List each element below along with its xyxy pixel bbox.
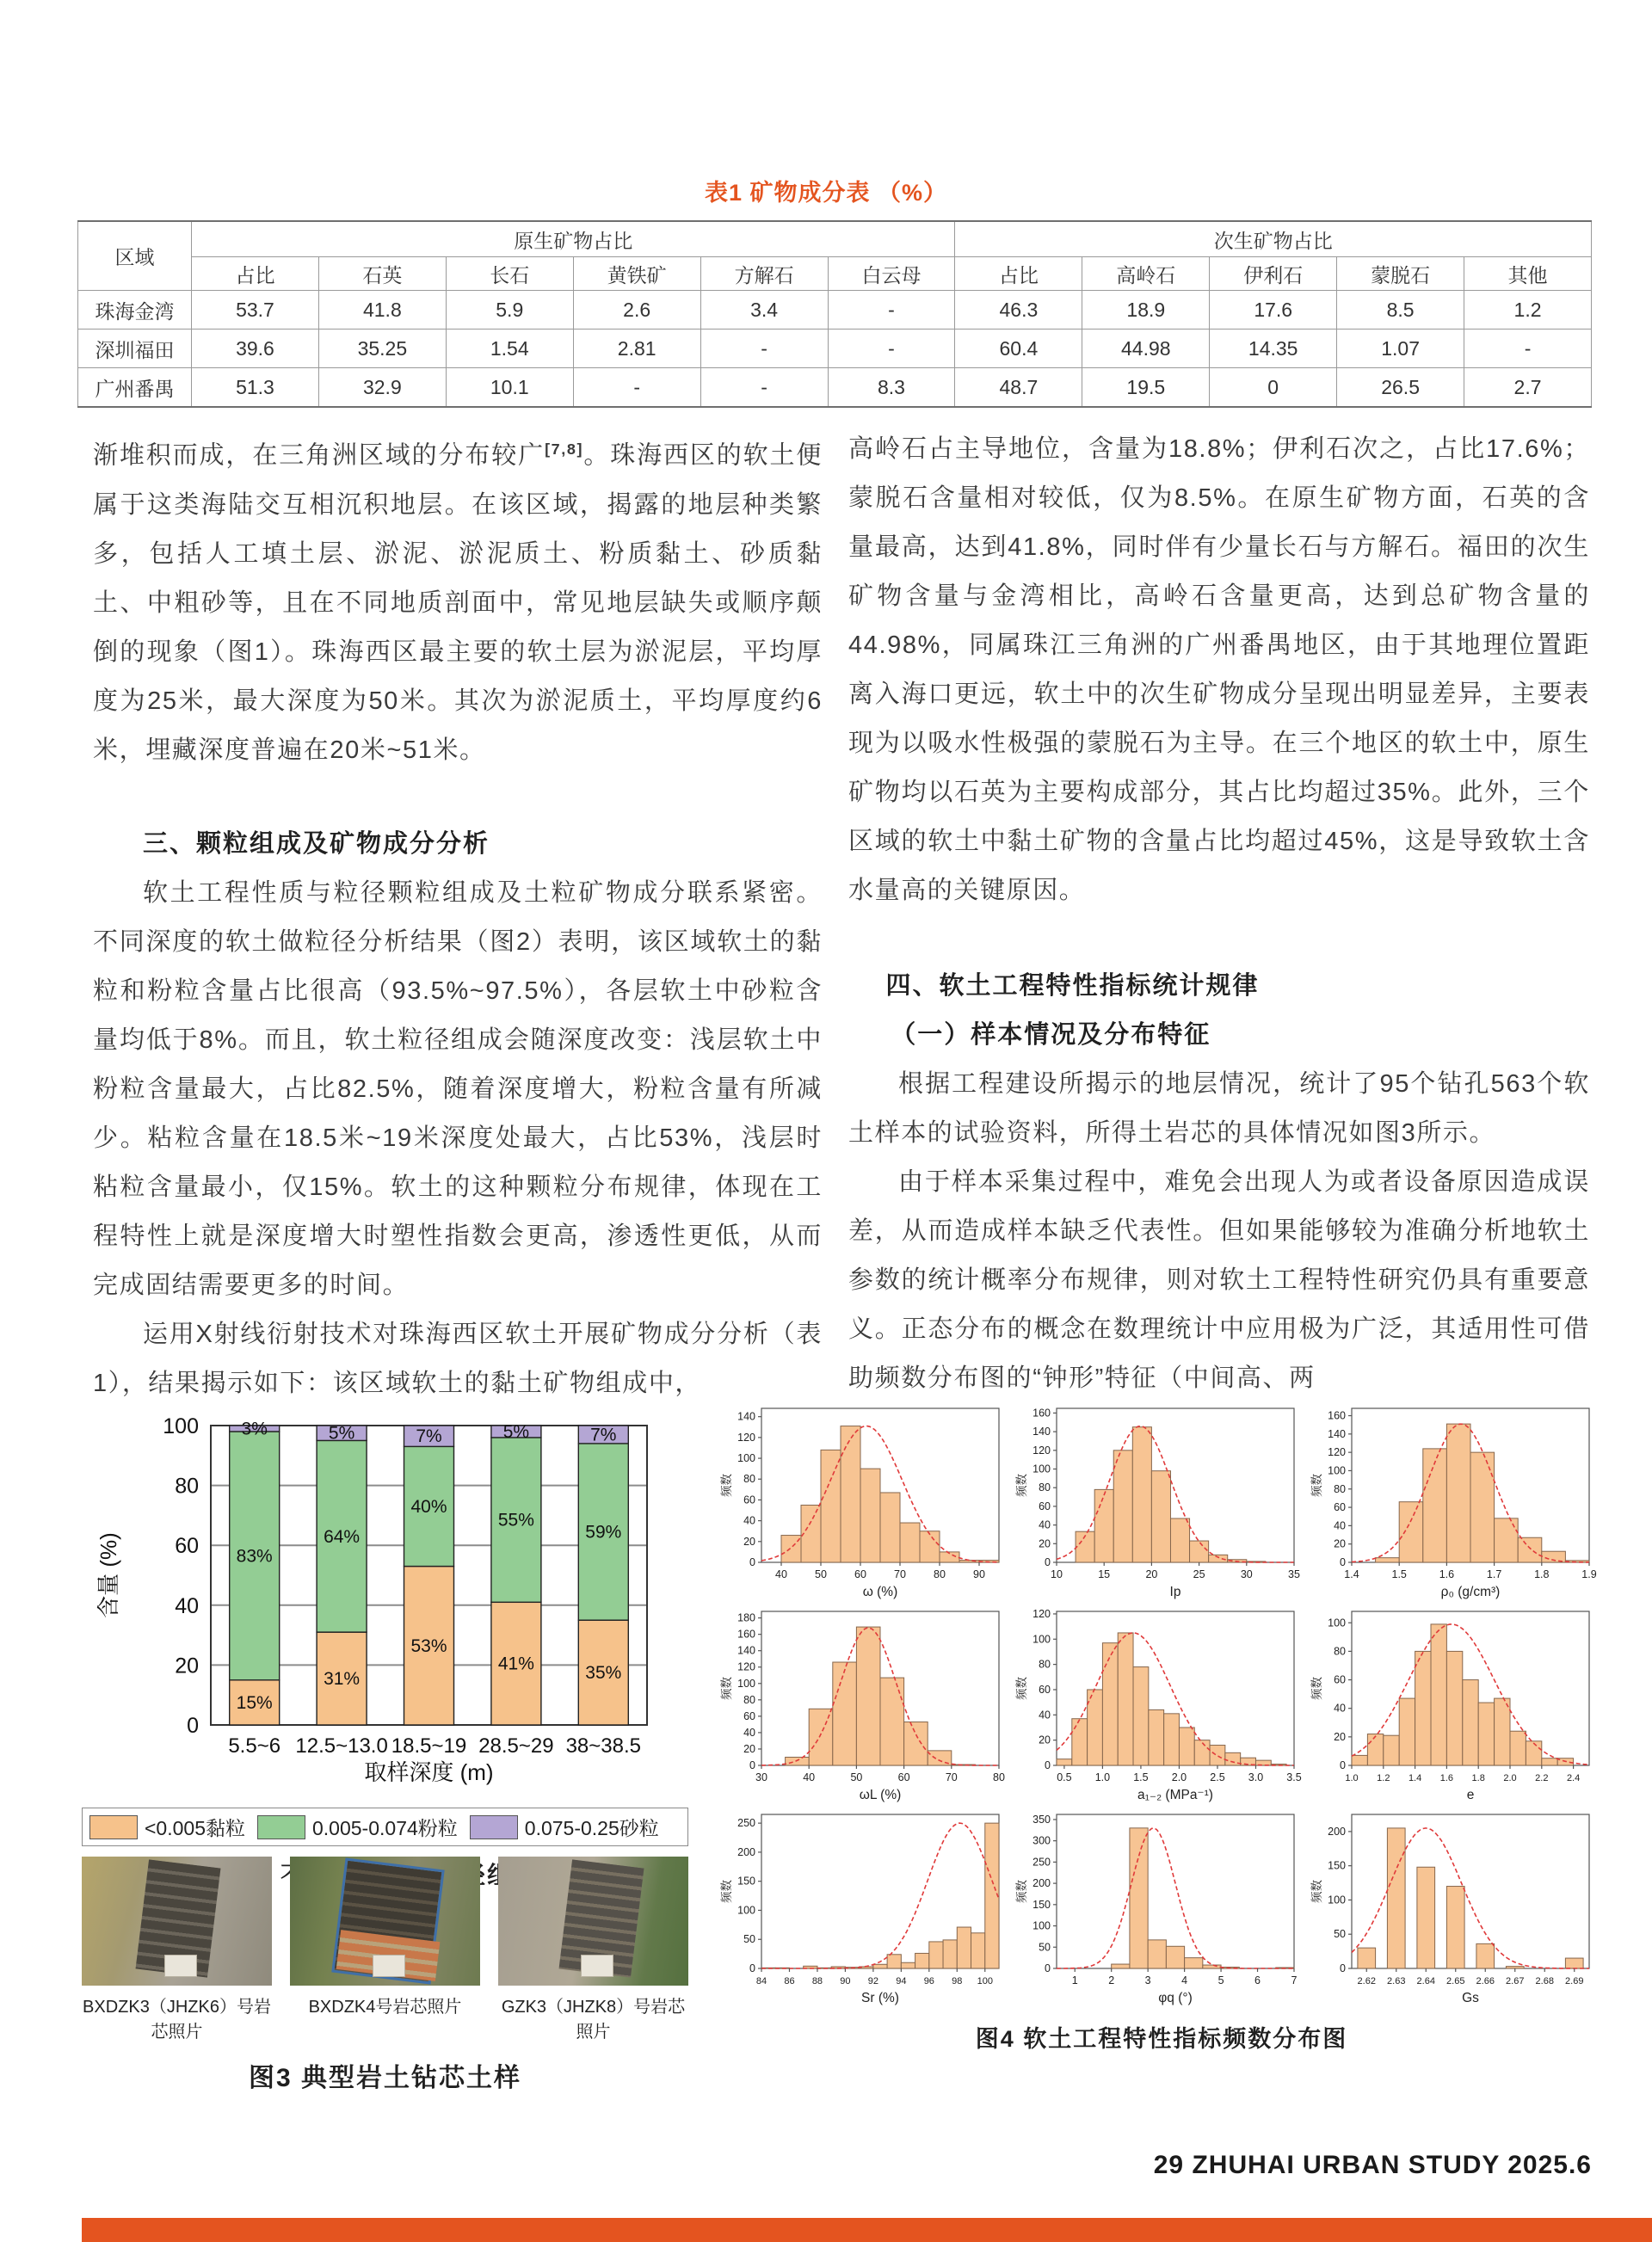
svg-text:40: 40	[743, 1726, 755, 1739]
svg-text:0: 0	[1045, 1962, 1051, 1974]
svg-text:含量 (%): 含量 (%)	[96, 1532, 121, 1618]
legend-label: 0.075-0.25砂粒	[524, 1817, 659, 1839]
svg-text:120: 120	[1032, 1607, 1051, 1620]
svg-text:180: 180	[737, 1611, 755, 1624]
svg-text:60: 60	[1039, 1500, 1051, 1512]
table-region-cell: 广州番禺	[78, 368, 192, 408]
hist-wl	[718, 1604, 1007, 1803]
svg-text:80: 80	[1039, 1658, 1051, 1671]
svg-text:2.0: 2.0	[1171, 1771, 1187, 1783]
hist-rho	[1309, 1401, 1597, 1600]
photo-caption: BXDZK4号岩芯照片	[308, 1998, 462, 2017]
svg-text:频数: 频数	[720, 1677, 733, 1700]
table-cell: 8.5	[1337, 291, 1464, 330]
svg-text:1.0: 1.0	[1094, 1771, 1111, 1783]
fig3-caption: 图3 典型岩土钻芯土样	[248, 2064, 522, 2092]
table1-title: 表1 矿物成分表 （%）	[704, 180, 948, 206]
hist-ip	[1014, 1401, 1302, 1600]
table-subheader: 占比	[955, 257, 1082, 291]
legend-swatch-silt	[257, 1815, 305, 1839]
svg-text:10: 10	[1051, 1568, 1063, 1580]
svg-text:频数: 频数	[720, 1474, 733, 1497]
svg-text:5: 5	[1217, 1974, 1224, 1986]
svg-text:40: 40	[775, 1568, 787, 1580]
table-cell: 2.6	[573, 291, 700, 330]
table-cell: 2.7	[1464, 368, 1592, 408]
svg-text:3: 3	[1144, 1974, 1151, 1986]
table-cell: 19.5	[1082, 368, 1210, 408]
table-cell: 18.9	[1082, 291, 1210, 330]
svg-text:86: 86	[784, 1976, 795, 1986]
table-cell: -	[573, 368, 700, 408]
svg-text:150: 150	[1328, 1859, 1346, 1872]
svg-text:5%: 5%	[502, 1421, 530, 1442]
svg-text:140: 140	[737, 1410, 755, 1423]
svg-text:2.63: 2.63	[1387, 1976, 1406, 1986]
svg-text:7%: 7%	[590, 1425, 617, 1445]
svg-text:140: 140	[1328, 1427, 1346, 1440]
svg-text:250: 250	[1032, 1856, 1051, 1869]
svg-text:100: 100	[1328, 1617, 1346, 1629]
svg-text:2.2: 2.2	[1535, 1773, 1549, 1783]
svg-text:1.8: 1.8	[1534, 1568, 1550, 1580]
svg-text:0.5: 0.5	[1057, 1771, 1072, 1783]
svg-text:100: 100	[737, 1677, 755, 1690]
svg-text:60: 60	[743, 1709, 755, 1722]
legend-label: 0.005-0.074粉粒	[312, 1817, 458, 1839]
svg-text:80: 80	[743, 1473, 755, 1486]
svg-text:120: 120	[737, 1431, 755, 1444]
table-subheader: 蒙脱石	[1337, 257, 1464, 291]
photo-caption: BXDZK3（JHZK6）号岩芯照片	[83, 1998, 271, 2042]
svg-text:30: 30	[1240, 1568, 1253, 1580]
citation-superscript: [7,8]	[545, 440, 584, 458]
svg-text:0: 0	[187, 1714, 199, 1738]
svg-text:Sr (%): Sr (%)	[861, 1991, 899, 2005]
svg-text:20: 20	[743, 1535, 755, 1548]
svg-text:6: 6	[1254, 1974, 1261, 1986]
paragraph-text: 渐堆积而成，在三角洲区域的分布较广	[93, 441, 546, 470]
svg-text:20: 20	[1334, 1730, 1346, 1743]
svg-text:50: 50	[815, 1568, 827, 1580]
table-subheader-row	[78, 257, 1592, 291]
table-cell: -	[828, 330, 955, 368]
svg-text:80: 80	[1334, 1645, 1346, 1658]
table-cell: 1.54	[446, 330, 573, 368]
paragraph: 软土工程性质与粒径颗粒组成及土粒矿物成分联系紧密。不同深度的软土做粒径分析结果（图2）表明，该区域软土的黏粒和粉粒含量占比很高（93.5%~97.5%），各层软土中砂粒含量均低于8%。而且，软土粒径组成会随深度改变：浅层软土中粉粒含量最大，占比82.5%，随着深度增大，粉粒含量有所减少。粘粒含量在18.5米~19米深度处最大，占比53%，浅层时粘粒含量最小，仅15%。软土的这种颗粒分布规律，体现在工程特性上就是深度增大时塑性指数会更高，渗透性更低，从而完成固结需要更多的时间。	[93, 878, 823, 1299]
table-subheader: 石英	[318, 257, 446, 291]
hist-a12	[1014, 1604, 1302, 1803]
table-cell: 8.3	[828, 368, 955, 408]
svg-text:64%: 64%	[324, 1526, 361, 1547]
svg-text:80: 80	[1039, 1481, 1051, 1494]
table-cell: -	[700, 330, 828, 368]
svg-text:1.0: 1.0	[1345, 1773, 1359, 1783]
svg-text:频数: 频数	[1310, 1880, 1323, 1903]
svg-text:60: 60	[1334, 1673, 1346, 1686]
svg-text:1.4: 1.4	[1344, 1568, 1359, 1580]
svg-text:频数: 频数	[1015, 1880, 1028, 1903]
svg-text:40%: 40%	[410, 1496, 447, 1517]
svg-text:e: e	[1466, 1788, 1475, 1802]
svg-text:18.5~19: 18.5~19	[391, 1734, 467, 1758]
svg-text:3%: 3%	[241, 1419, 268, 1439]
svg-text:频数: 频数	[1310, 1474, 1323, 1497]
table-cell: 5.9	[446, 291, 573, 330]
svg-text:12.5~13.0: 12.5~13.0	[295, 1734, 388, 1758]
svg-text:7: 7	[1291, 1974, 1298, 1986]
svg-text:50: 50	[1334, 1928, 1346, 1941]
svg-text:0: 0	[749, 1556, 755, 1568]
table-subheader: 高岭石	[1082, 257, 1210, 291]
svg-text:0: 0	[749, 1962, 755, 1974]
svg-text:160: 160	[1032, 1407, 1051, 1420]
svg-text:2.4: 2.4	[1566, 1773, 1581, 1783]
svg-text:100: 100	[737, 1452, 755, 1465]
table-row	[78, 368, 1592, 408]
core-photo-2	[290, 1857, 480, 1986]
svg-text:100: 100	[1328, 1894, 1346, 1906]
svg-text:0: 0	[1340, 1759, 1346, 1771]
svg-text:5%: 5%	[328, 1423, 355, 1444]
table-cell: 2.81	[573, 330, 700, 368]
svg-text:2: 2	[1108, 1974, 1115, 1986]
svg-text:200: 200	[737, 1845, 755, 1858]
hist-sr	[718, 1807, 1007, 2006]
svg-text:a₁₋₂ (MPa⁻¹): a₁₋₂ (MPa⁻¹)	[1137, 1788, 1213, 1802]
fig4-histogram-grid	[718, 1401, 1605, 2006]
svg-text:250: 250	[737, 1817, 755, 1830]
svg-text:60: 60	[743, 1494, 755, 1506]
svg-text:取样深度 (m): 取样深度 (m)	[364, 1759, 494, 1785]
svg-text:50: 50	[850, 1771, 863, 1783]
svg-text:350: 350	[1032, 1813, 1051, 1826]
svg-text:120: 120	[1328, 1446, 1346, 1459]
section-heading-3: 三、颗粒组成及矿物成分分析	[143, 829, 490, 858]
section-heading-4: 四、软土工程特性指标统计规律	[885, 972, 1260, 1000]
table-header-primary-group: 原生矿物占比	[192, 221, 955, 257]
svg-text:0: 0	[1340, 1556, 1346, 1568]
table-subheader: 长石	[446, 257, 573, 291]
svg-text:φq (°): φq (°)	[1158, 1991, 1193, 2005]
table-cell: 53.7	[192, 291, 319, 330]
paragraph: 由于样本采集过程中，难免会出现人为或者设备原因造成误差，从而造成样本缺乏代表性。但如果能够较为准确分析地软土参数的统计概率分布规律，则对软土工程特性研究仍具有重要意义。正态分布的概念在数理统计中应用极为广泛，其适用性可借助频数分布图的“钟形”特征（中间高、两	[848, 1168, 1590, 1392]
hist-gs	[1309, 1807, 1597, 2006]
mineral-composition-table	[77, 220, 1592, 408]
table-cell: 17.6	[1210, 291, 1337, 330]
svg-text:ωL (%): ωL (%)	[859, 1788, 902, 1802]
svg-text:20: 20	[1145, 1568, 1158, 1580]
svg-text:200: 200	[1328, 1825, 1346, 1838]
svg-text:50: 50	[743, 1933, 755, 1946]
table-cell: 41.8	[318, 291, 446, 330]
table-header-secondary-group: 次生矿物占比	[955, 221, 1592, 257]
photo-captions	[82, 1993, 688, 2042]
svg-text:2.64: 2.64	[1416, 1976, 1435, 1986]
svg-text:频数: 频数	[1310, 1677, 1323, 1700]
legend-item-silt	[257, 1813, 458, 1841]
right-column	[848, 425, 1590, 1403]
svg-text:20: 20	[1334, 1537, 1346, 1550]
svg-text:频数: 频数	[720, 1880, 733, 1903]
hist-phi	[1014, 1807, 1302, 2006]
svg-text:50: 50	[1039, 1941, 1051, 1954]
svg-text:1.4: 1.4	[1408, 1773, 1422, 1783]
svg-text:90: 90	[840, 1976, 851, 1986]
svg-text:2.69: 2.69	[1565, 1976, 1584, 1986]
svg-text:60: 60	[1334, 1501, 1346, 1514]
svg-text:2.62: 2.62	[1357, 1976, 1376, 1986]
svg-text:120: 120	[737, 1660, 755, 1673]
svg-text:1.9: 1.9	[1581, 1568, 1597, 1580]
svg-text:40: 40	[175, 1593, 199, 1618]
fig4-caption: 图4 软土工程特性指标频数分布图	[975, 2026, 1348, 2052]
svg-text:1.8: 1.8	[1471, 1773, 1485, 1783]
photo-caption: GZK3（JHZK8）号岩芯照片	[501, 1998, 686, 2042]
svg-text:3.0: 3.0	[1248, 1771, 1264, 1783]
svg-text:70: 70	[894, 1568, 906, 1580]
svg-text:80: 80	[1334, 1482, 1346, 1495]
fig2-svg	[82, 1415, 688, 1798]
svg-text:40: 40	[1039, 1709, 1051, 1722]
svg-text:Gs: Gs	[1462, 1991, 1479, 2005]
svg-text:28.5~29: 28.5~29	[478, 1734, 554, 1758]
svg-text:100: 100	[1032, 1919, 1051, 1932]
svg-text:0: 0	[1340, 1962, 1346, 1974]
svg-text:15: 15	[1098, 1568, 1111, 1580]
table-subheader: 伊利石	[1210, 257, 1337, 291]
table-cell: 26.5	[1337, 368, 1464, 408]
svg-text:20: 20	[1039, 1734, 1051, 1746]
paragraph	[93, 425, 823, 775]
svg-text:60: 60	[854, 1568, 866, 1580]
table-cell: -	[700, 368, 828, 408]
svg-text:频数: 频数	[1015, 1677, 1028, 1700]
paragraph: 运用X射线衍射技术对珠海西区软土开展矿物成分分析（表1），结果揭示如下：该区域软土的黏土矿物组成中，	[93, 1320, 823, 1397]
svg-text:2.5: 2.5	[1210, 1771, 1225, 1783]
svg-text:150: 150	[1032, 1898, 1051, 1911]
svg-text:20: 20	[175, 1654, 199, 1678]
svg-text:100: 100	[1032, 1633, 1051, 1646]
table-cell: 0	[1210, 368, 1337, 408]
svg-text:100: 100	[977, 1976, 993, 1986]
legend-item-sand	[470, 1813, 659, 1841]
svg-text:20: 20	[1039, 1537, 1051, 1550]
svg-text:55%: 55%	[497, 1510, 534, 1531]
fig2-stacked-bar-chart	[82, 1415, 688, 1802]
svg-text:15%: 15%	[236, 1692, 273, 1713]
svg-text:100: 100	[1032, 1463, 1051, 1475]
table-cell: 3.4	[700, 291, 828, 330]
figure3-block	[82, 1857, 688, 2094]
table-cell: 48.7	[955, 368, 1082, 408]
svg-text:0: 0	[749, 1759, 755, 1771]
paragraph: 高岭石占主导地位，含量为18.8%；伊利石次之，占比17.6%；蒙脱石含量相对较低，仅为8.5%。在原生矿物方面，石英的含量最高，达到41.8%，同时伴有少量长石与方解石。福田的次生矿物含量与金湾相比，高岭石含量更高，达到总矿物含量的44.98%，同属珠江三角洲的广州番禺地区，由于其地理位置距离入海口更远，软土中的次生矿物成分呈现出明显差异，主要表现为以吸水性极强的蒙脱石为主导。在三个地区的软土中，原生矿物均以石英为主要构成部分，其占比均超过35%。此外，三个区域的软土中黏土矿物的含量占比均超过45%，这是导致软土含水量高的关键原因。	[848, 435, 1590, 904]
svg-text:30: 30	[755, 1771, 767, 1783]
svg-text:60: 60	[897, 1771, 910, 1783]
svg-text:2.0: 2.0	[1503, 1773, 1517, 1783]
table-subheader: 方解石	[700, 257, 828, 291]
fig2-legend	[82, 1808, 688, 1846]
svg-text:300: 300	[1032, 1834, 1051, 1847]
svg-text:83%: 83%	[236, 1546, 273, 1567]
left-column	[93, 425, 823, 1408]
svg-text:40: 40	[743, 1514, 755, 1527]
page-number: 29	[1153, 2151, 1185, 2179]
svg-text:3.5: 3.5	[1286, 1771, 1302, 1783]
svg-text:5.5~6: 5.5~6	[228, 1734, 281, 1758]
svg-text:100: 100	[737, 1904, 755, 1917]
svg-text:1: 1	[1071, 1974, 1078, 1986]
hist-e	[1309, 1604, 1597, 1803]
table-cell: 32.9	[318, 368, 446, 408]
table-row	[78, 330, 1592, 368]
page-footer	[1154, 2151, 1592, 2180]
svg-text:120: 120	[1032, 1444, 1051, 1457]
svg-text:60: 60	[175, 1534, 199, 1559]
paragraph-text: 。珠海西区的软土便属于这类海陆交互相沉积地层。在该区域，揭露的地层种类繁多，包括人工填土层、淤泥、淤泥质土、粉质黏土、砂质黏土、中粗砂等，且在不同地质剖面中，常见地层缺失或顺序颠倒的现象（图1）。珠海西区最主要的软土层为淤泥层，平均厚度为25米，最大深度为50米。其次为淤泥质土，平均厚度约6米，埋藏深度普遍在20米~51米。	[93, 441, 823, 764]
table-row	[78, 291, 1592, 330]
svg-text:70: 70	[945, 1771, 958, 1783]
legend-swatch-sand	[470, 1815, 518, 1839]
svg-text:0: 0	[1045, 1556, 1051, 1568]
table-subheader: 其他	[1464, 257, 1592, 291]
table-region-cell: 深圳福田	[78, 330, 192, 368]
svg-text:140: 140	[737, 1644, 755, 1657]
svg-text:2.67: 2.67	[1506, 1976, 1525, 1986]
svg-text:100: 100	[163, 1415, 199, 1438]
svg-text:160: 160	[1328, 1409, 1346, 1422]
svg-text:100: 100	[1328, 1464, 1346, 1477]
legend-item-clay	[89, 1813, 245, 1841]
svg-text:94: 94	[896, 1976, 907, 1986]
table-cell: -	[1464, 330, 1592, 368]
svg-text:0: 0	[1045, 1759, 1051, 1771]
svg-text:频数: 频数	[1015, 1474, 1028, 1497]
svg-text:ρ₀ (g/cm³): ρ₀ (g/cm³)	[1440, 1585, 1501, 1599]
table-cell: 46.3	[955, 291, 1082, 330]
svg-text:150: 150	[737, 1875, 755, 1888]
svg-text:2.65: 2.65	[1446, 1976, 1465, 1986]
svg-text:60: 60	[1039, 1683, 1051, 1696]
bottom-accent-bar	[82, 2218, 1652, 2242]
svg-text:80: 80	[993, 1771, 1005, 1783]
svg-text:Ip: Ip	[1169, 1585, 1181, 1599]
svg-text:88: 88	[811, 1976, 823, 1986]
svg-text:80: 80	[175, 1474, 199, 1499]
svg-text:96: 96	[923, 1976, 934, 1986]
photo-label-card	[581, 1955, 613, 1977]
svg-text:40: 40	[1334, 1702, 1346, 1715]
svg-text:40: 40	[803, 1771, 816, 1783]
table-cell: 35.25	[318, 330, 446, 368]
svg-text:1.6: 1.6	[1439, 1568, 1455, 1580]
svg-text:84: 84	[755, 1976, 767, 1986]
figure4-block	[718, 1401, 1605, 2054]
hist-w	[718, 1401, 1007, 1600]
svg-text:1.6: 1.6	[1439, 1773, 1454, 1783]
table-cell: 1.2	[1464, 291, 1592, 330]
core-photo-1	[82, 1857, 272, 1986]
svg-text:35: 35	[1288, 1568, 1300, 1580]
svg-text:20: 20	[743, 1742, 755, 1755]
table-cell: 60.4	[955, 330, 1082, 368]
core-photo-3	[498, 1857, 688, 1986]
svg-text:31%: 31%	[324, 1669, 361, 1690]
table-header-region: 区域	[78, 221, 192, 291]
svg-text:200: 200	[1032, 1877, 1051, 1890]
svg-text:2.68: 2.68	[1535, 1976, 1554, 1986]
table-region-cell: 珠海金湾	[78, 291, 192, 330]
table-subheader: 占比	[192, 257, 319, 291]
svg-text:1.7: 1.7	[1486, 1568, 1502, 1580]
svg-text:98: 98	[952, 1976, 963, 1986]
journal-name: ZHUHAI URBAN STUDY 2025.6	[1192, 2151, 1592, 2179]
svg-text:140: 140	[1032, 1426, 1051, 1438]
svg-text:2.66: 2.66	[1476, 1976, 1495, 1986]
svg-text:35%: 35%	[585, 1663, 622, 1684]
table-cell: -	[828, 291, 955, 330]
svg-text:4: 4	[1181, 1974, 1188, 1986]
table-header-row	[78, 221, 1592, 257]
subsection-heading: （一）样本情况及分布特征	[891, 1021, 1211, 1049]
table-subheader: 白云母	[828, 257, 955, 291]
table-cell: 39.6	[192, 330, 319, 368]
table-cell: 1.07	[1337, 330, 1464, 368]
figure2-block	[82, 1415, 688, 1891]
svg-text:41%: 41%	[497, 1654, 534, 1674]
paragraph: 根据工程建设所揭示的地层情况，统计了95个钻孔563个软土样本的试验资料，所得土岩芯的具体情况如图3所示。	[848, 1070, 1590, 1147]
core-photos	[82, 1857, 688, 1986]
svg-text:160: 160	[737, 1628, 755, 1641]
table-cell: 10.1	[446, 368, 573, 408]
svg-text:90: 90	[973, 1568, 985, 1580]
svg-text:25: 25	[1193, 1568, 1205, 1580]
table-subheader: 黄铁矿	[573, 257, 700, 291]
photo-label-card	[164, 1955, 197, 1977]
svg-text:80: 80	[743, 1693, 755, 1706]
svg-text:40: 40	[1039, 1518, 1051, 1531]
legend-swatch-clay	[89, 1815, 138, 1839]
legend-label: <0.005黏粒	[145, 1817, 245, 1839]
svg-text:59%: 59%	[585, 1522, 622, 1543]
photo-label-card	[373, 1955, 405, 1977]
svg-text:7%: 7%	[416, 1426, 442, 1447]
table-cell: 44.98	[1082, 330, 1210, 368]
svg-text:1.5: 1.5	[1133, 1771, 1149, 1783]
table-cell: 51.3	[192, 368, 319, 408]
svg-text:38~38.5: 38~38.5	[565, 1734, 642, 1758]
svg-text:ω (%): ω (%)	[862, 1585, 898, 1599]
table-cell: 14.35	[1210, 330, 1337, 368]
svg-text:40: 40	[1334, 1519, 1346, 1532]
svg-text:1.5: 1.5	[1391, 1568, 1407, 1580]
svg-text:1.2: 1.2	[1377, 1773, 1390, 1783]
svg-text:92: 92	[867, 1976, 879, 1986]
svg-text:53%: 53%	[410, 1635, 447, 1656]
svg-text:80: 80	[934, 1568, 946, 1580]
